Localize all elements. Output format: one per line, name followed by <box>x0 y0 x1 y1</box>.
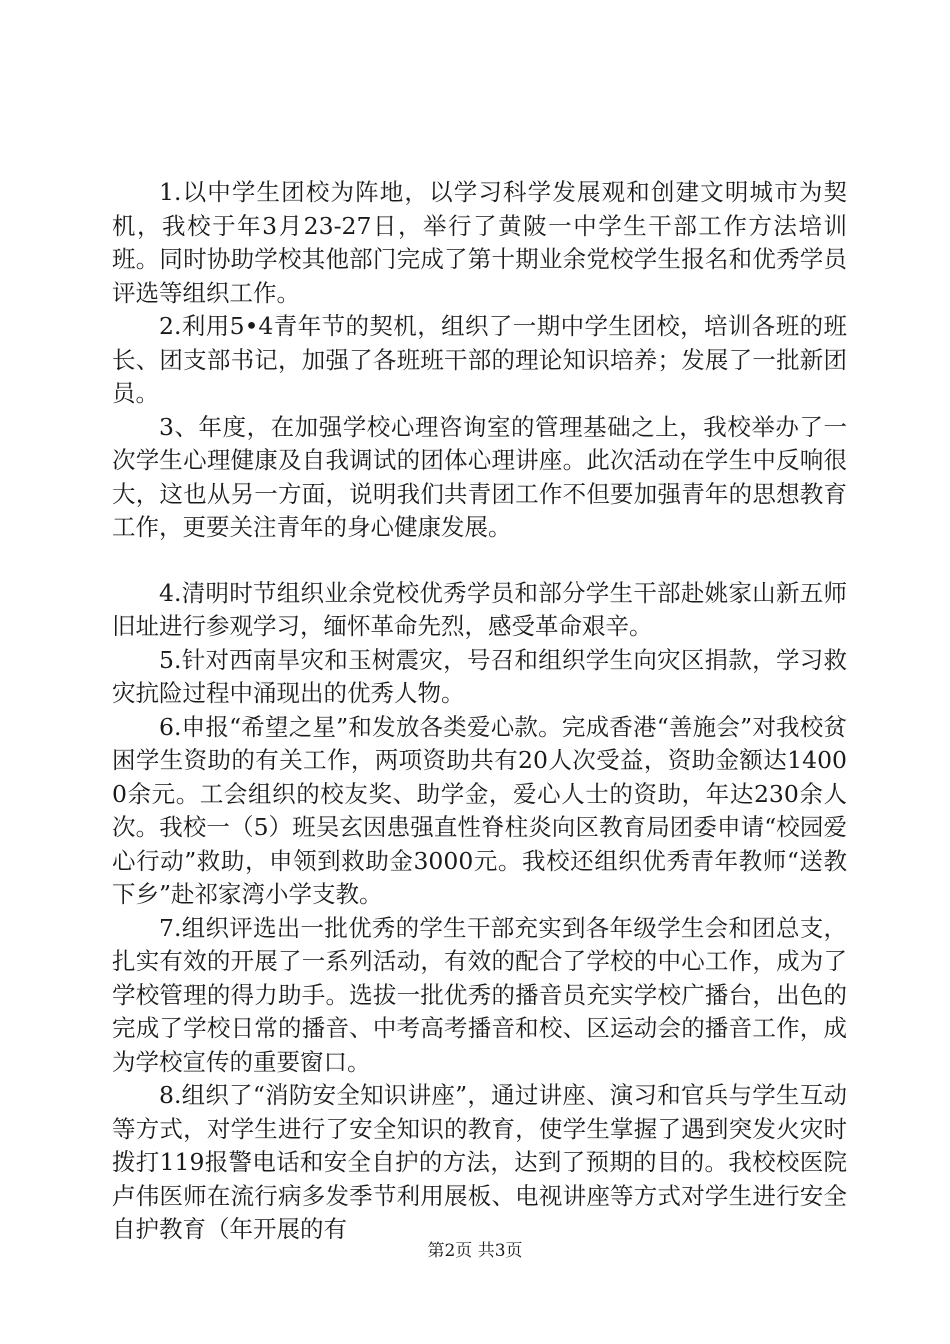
paragraph-3: 3、年度，在加强学校心理咨询室的管理基础之上，我校举办了一次学生心理健康及自我调试的团体心理讲座。此次活动在学生中反响很大，这也从另一方面，说明我们共青团工作不但要加强青年的思想教育工作，更要关注青年的身心健康发展。 <box>112 412 847 541</box>
paragraph-4: 4.清明时节组织业余党校优秀学员和部分学生干部赴姚家山新五师旧址进行参观学习，缅怀革命先烈，感受革命艰辛。 <box>112 578 847 640</box>
paragraph-2: 2.利用5•4青年节的契机，组织了一期中学生团校，培训各班的班长、团支部书记，加强了各班班干部的理论知识培养；发展了一批新团员。 <box>112 312 847 407</box>
paragraph-7: 7.组织评选出一批优秀的学生干部充实到各年级学生会和团总支，扎实有效的开展了一系列活动，有效的配合了学校的中心工作，成为了学校管理的得力助手。选拔一批优秀的播音员充实学校广播台，出色的完成了学校日常的播音、中考高考播音和校、区运动会的播音工作，成为学校宣传的重要窗口。 <box>112 913 847 1076</box>
document-body <box>112 176 847 1247</box>
paragraph-1: 1.以中学生团校为阵地，以学习科学发展观和创建文明城市为契机，我校于年3月23-27日，举行了黄陂一中学生干部工作方法培训班。同时协助学校其他部门完成了第十期业余党校学生报名和优秀学员评选等组织工作。 <box>112 178 847 307</box>
paragraph-8: 8.组织了“消防安全知识讲座”，通过讲座、演习和官兵与学生互动等方式，对学生进行了安全知识的教育，使学生掌握了遇到突发火灾时拨打119报警电话和安全自护的方法，达到了预期的目的。我校校医院卢伟医师在流行病多发季节利用展板、电视讲座等方式对学生进行安全自护教育（年开展的有 <box>112 1081 847 1243</box>
paragraph-5: 5.针对西南旱灾和玉树震灾，号召和组织学生向灾区捐款，学习救灾抗险过程中涌现出的优秀人物。 <box>112 645 847 707</box>
paragraph-gap <box>112 545 847 577</box>
page-number-footer: 第2页 共3页 <box>427 1241 523 1261</box>
paragraph-6: 6.申报“希望之星”和发放各类爱心款。完成香港“善施会”对我校贫困学生资助的有关工作，两项资助共有20人次受益，资助金额达14000余元。工会组织的校友奖、助学金，爱心人士的资助，年达230余人次。我校一（5）班吴玄因患强直性脊柱炎向区教育局团委申请“校园爱心行动”救助，申领到救助金3000元。我校还组织优秀青年教师“送教下乡”赴祁家湾小学支教。 <box>112 712 847 908</box>
